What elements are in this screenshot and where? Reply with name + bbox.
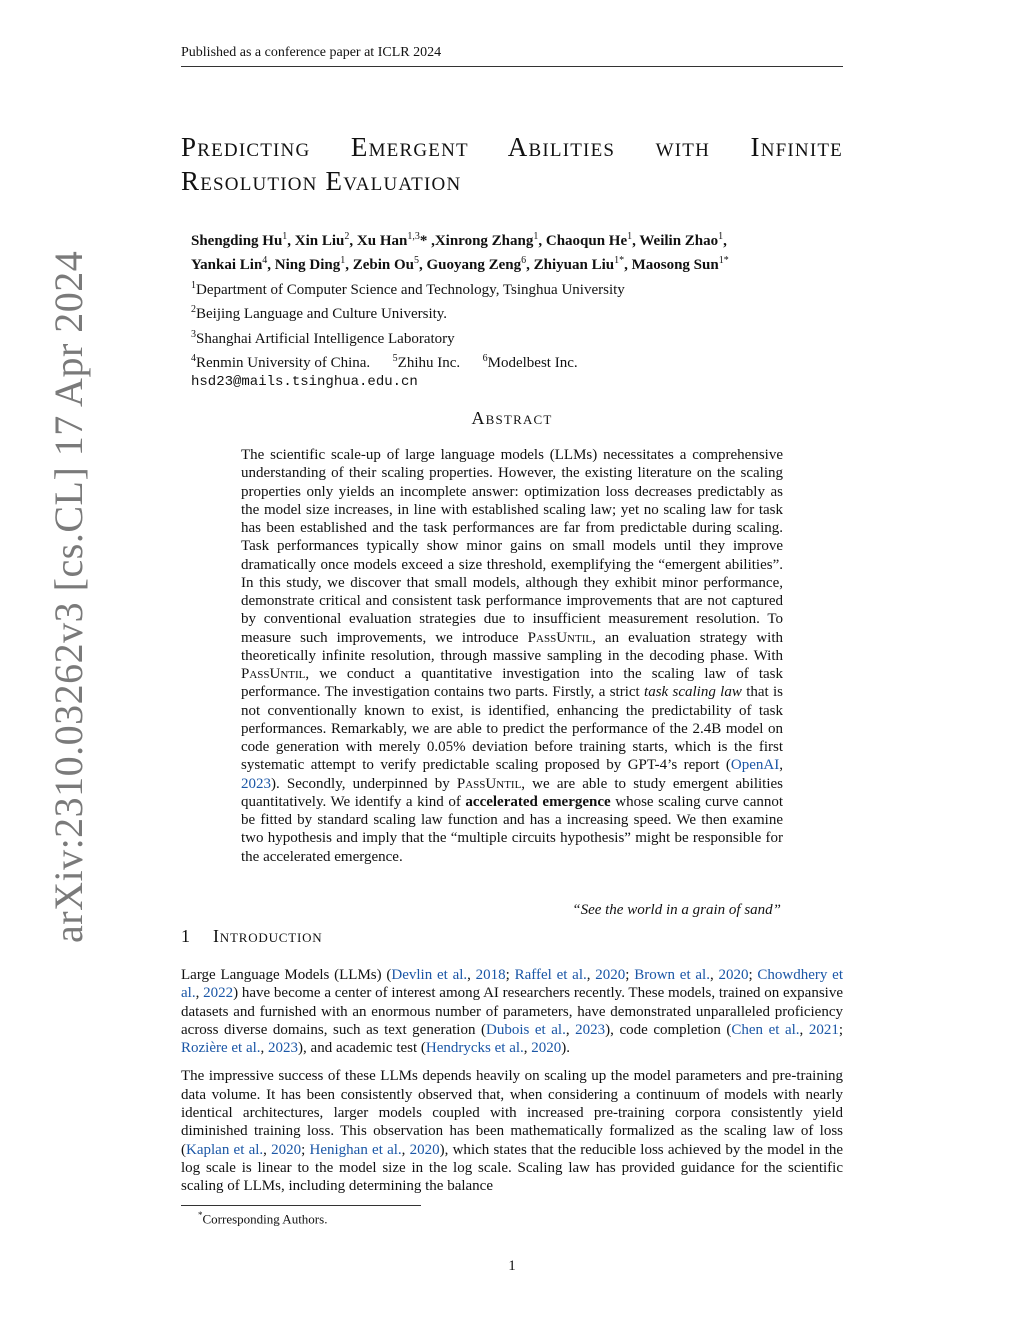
affiliation-marker: 1* — [614, 255, 625, 267]
affiliation — [191, 325, 831, 349]
author-separator: , — [538, 233, 546, 249]
affiliation-number: 2 — [191, 304, 196, 316]
abstract-text: , an evaluation strategy with theoretically infinite resolution, through massive sampling in the decoding phase. With — [241, 629, 784, 664]
citation-link[interactable]: Hendrycks et al. — [425, 1040, 524, 1057]
affiliation-marker: 1,3 — [407, 231, 420, 242]
affiliation-marker: 6 — [521, 255, 527, 267]
author-separator: , — [723, 233, 727, 249]
affiliation-number: 3 — [191, 328, 196, 340]
intro-text: , — [523, 1040, 532, 1057]
author-name: Guoyang Zeng — [426, 257, 522, 274]
intro-text: ; — [748, 967, 758, 983]
affiliation-text: Modelbest Inc. — [487, 355, 578, 372]
epigraph-quote: “See the world in a grain of sand” — [572, 902, 781, 918]
author-separator: , — [349, 233, 357, 249]
accelerated-emergence-term: accelerated emergence — [465, 793, 611, 810]
intro-text: ). — [561, 1040, 571, 1057]
intro-paragraph-2 — [181, 1067, 843, 1195]
intro-text: ), code completion ( — [605, 1021, 732, 1038]
author-line-2 — [191, 251, 831, 275]
affiliation-text: Renmin University of China. — [196, 355, 371, 372]
author-name: Ning Ding — [274, 257, 341, 274]
author-name: Xin Liu — [294, 233, 345, 249]
citation-link[interactable]: Kaplan et al. — [186, 1141, 264, 1158]
citation-link[interactable]: Chen et al. — [731, 1021, 800, 1038]
running-header: Published as a conference paper at ICLR 2024 — [181, 44, 843, 67]
footnote-text: Corresponding Authors. — [202, 1211, 328, 1227]
intro-text: ), and academic test ( — [298, 1040, 426, 1057]
intro-text: , — [586, 967, 596, 983]
intro-text: ; — [625, 967, 635, 983]
author-name: Zebin Ou — [352, 257, 415, 274]
author-line-1 — [191, 227, 831, 251]
intro-text: Large Language Models (LLMs) ( — [181, 967, 392, 983]
intro-text: ; — [505, 967, 515, 983]
section-title: Introduction — [213, 926, 323, 946]
citation-link[interactable]: Raffel et al. — [514, 967, 587, 983]
affiliation-marker: 1 — [282, 231, 288, 242]
footnote-divider — [181, 1205, 421, 1206]
contact-email[interactable]: hsd23@mails.tsinghua.edu.cn — [191, 374, 418, 391]
intro-text: , — [260, 1040, 269, 1057]
citation-link[interactable]: 2020 — [409, 1141, 440, 1158]
citation-link[interactable]: 2023 — [241, 775, 271, 792]
citation-link[interactable]: 2023 — [268, 1040, 299, 1057]
citation-link[interactable]: 2021 — [808, 1021, 839, 1038]
affiliation-number: 5 — [392, 353, 398, 365]
author-separator: , — [287, 233, 295, 249]
intro-text: , — [467, 967, 476, 983]
affiliation-marker: 1 — [340, 255, 346, 267]
author-name: Zhiyuan Liu — [533, 257, 615, 274]
author-separator: * , — [419, 233, 435, 249]
arxiv-margin-stamp: arXiv:2310.03262v3 [cs.CL] 17 Apr 2024 — [46, 250, 91, 943]
author-name: Yankai Lin — [191, 257, 263, 274]
affiliation-marker: 1 — [718, 231, 724, 242]
citation-link[interactable]: Devlin et al. — [391, 967, 468, 983]
abstract-heading: Abstract — [471, 408, 553, 428]
paper-title: Predicting Emergent Abilities with Infinite Resolution Evaluation — [181, 132, 843, 196]
intro-text: , — [709, 967, 719, 983]
citation-link[interactable]: 2020 — [531, 1040, 562, 1057]
citation-link[interactable]: 2020 — [718, 967, 749, 983]
affiliation-text: Zhihu Inc. — [397, 355, 461, 372]
affiliation-marker: 1 — [533, 231, 539, 242]
intro-text: ), which states that the reducible loss achieved by the model in the log scale is linear to the model size in the log scale. Scaling law has provided guidance for the scientific scaling of LLMs, including determining the balance — [181, 1141, 844, 1195]
author-name: Xu Han — [356, 233, 408, 249]
affiliation-text: Beijing Language and Culture University. — [196, 306, 448, 323]
intro-text: , — [195, 985, 204, 1002]
citation-link[interactable]: 2018 — [475, 967, 506, 983]
author-separator: , — [526, 257, 534, 274]
citation-link[interactable]: Brown et al. — [634, 967, 710, 983]
passuntil-term: PassUntil — [527, 629, 593, 646]
abstract-body: The scientific scale-up of large language models (LLMs) necessitates a comprehensive understanding of their scaling properties. However, the existing literature on the scaling properties only yields an incomplete answer: optimization loss decreases predictably as the model size increases, in line with established scaling law; yet no scaling law for task has been established and the task performances are far from predictable during scaling. Task performances typically show minor gains on small models until they improve dramatically once models exceed a size threshold, exemplifying the “emergent abilities”. In this study, we discover that small models, although they exhibit minor performance, demonstrate critical and consistent task performance improvements that are not captured by conventional evaluation strategies due to insufficient measurement resolution. To measure such improvements, we introduce PassUntil, an evaluation strategy with theoretically infinite resolution, through massive sampling in the decoding phase. With PassUntil, we conduct a quantitative investigation into the scaling law of task performance. The investigation contains two parts. Firstly, a strict task scaling law that is not conventionally known to exist, is identified, enhancing the predictability of task performances. Remarkably, we are able to predict the performance of the 2.4B model on code generation with merely 0.05% deviation before training starts, which is the first systematic attempt to verify predictable scaling proposed by GPT-4’s report (OpenAI, 2023). Secondly, underpinned by PassUntil, we are able to study emergent abilities quantitatively. We identify a kind of accelerated emergence whose scaling curve cannot be fitted by standard scaling law function and has a increasing speed. We then examine two hypothesis and imply that the “multiple circuits hypothesis” might be responsible for the accelerated emergence. — [241, 447, 784, 865]
author-name: Maosong Sun — [631, 257, 719, 274]
intro-text: ) have become a center of interest among AI researchers recently. These models, trained on expansive datasets and furnished with an enormous number of parameters, have demonstrated unparalleled proficiency across diverse domains, such as text generation ( — [181, 985, 843, 1038]
author-separator: , — [632, 233, 640, 249]
intro-text: , — [263, 1141, 272, 1158]
affiliation-list — [191, 276, 831, 349]
citation-link[interactable]: Rozière et al. — [181, 1040, 261, 1057]
abstract-text: , we conduct a quantitative investigation into the scaling law of task performance. The investigation contains two parts. Firstly, a strict — [241, 666, 783, 701]
intro-text: The impressive success of these LLMs depends heavily on scaling up the model parameters and pre-training data volume. It has been consistently observed that, when considering a continuum of models with nearly identical architectures, larger models coupled with increased pre-training corpora consistently yield diminished training loss. This observation has been mathematically formalized as the scaling law of loss ( — [181, 1068, 843, 1158]
intro-text: ; — [301, 1141, 310, 1158]
intro-text: , — [799, 1021, 809, 1038]
affiliation-text: Shanghai Artificial Intelligence Laboratory — [196, 330, 455, 347]
affiliation-text: Department of Computer Science and Technology, Tsinghua University — [196, 281, 625, 298]
author-name: Weilin Zhao — [639, 233, 719, 249]
intro-paragraph-1 — [181, 966, 843, 1057]
citation-link[interactable]: 2020 — [595, 967, 626, 983]
affiliation-line-4 — [191, 349, 831, 373]
affiliation-marker: 1* — [718, 255, 729, 267]
affiliation-marker: 1 — [627, 231, 633, 242]
author-separator: , — [419, 257, 427, 274]
author-block — [191, 227, 831, 393]
section-heading-introduction — [181, 926, 581, 947]
intro-text: , — [401, 1141, 410, 1158]
abstract-text: that is not conventionally known to exist, is identified, enhancing the predictability of task performances. Remarkably, we are able to predict the performance of the 2.4B model on code generation with merely 0.05% deviation before training starts, which is the first systematic attempt to verify predictable scaling proposed by GPT-4’s report ( — [241, 684, 784, 774]
citation-link[interactable]: 2023 — [575, 1021, 606, 1038]
page-number: 1 — [508, 1258, 516, 1274]
affiliation-marker: 4 — [262, 255, 268, 267]
citation-link[interactable]: 2022 — [203, 985, 234, 1002]
affiliation-number: 4 — [191, 353, 196, 365]
author-name: Xinrong Zhang — [434, 233, 534, 249]
author-separator: , — [624, 257, 632, 274]
introduction-body — [181, 966, 843, 1206]
author-separator: , — [267, 257, 275, 274]
passuntil-term: PassUntil — [456, 775, 522, 792]
intro-text: , — [565, 1021, 576, 1038]
citation-link[interactable]: 2020 — [271, 1141, 302, 1158]
footnote — [198, 1210, 327, 1227]
abstract-text: ). Secondly, underpinned by — [271, 775, 450, 792]
abstract-text: , we are able to study emergent abilities quantitatively. We identify a kind of — [241, 775, 783, 810]
affiliation-marker: 2 — [344, 231, 350, 242]
affiliation — [191, 276, 831, 300]
section-number: 1 — [181, 926, 191, 946]
citation-link[interactable]: Dubois et al. — [486, 1021, 566, 1038]
abstract-text: The scientific scale-up of large language models (LLMs) necessitates a comprehensive understanding of their scaling properties. However, the existing literature on the scaling properties only yields an incomplete answer: optimization loss decreases predictably as the model size increases, in line with established scaling law; yet no scaling law for task has been established and the task performances are far from predictable during scaling. Task performances typically show minor gains on small models until they improve dramatically once models exceed a size threshold, exemplifying the “emergent abilities”. In this study, we discover that small models, although they exhibit minor performance, demonstrate critical and consistent task performance improvements that are not captured by conventional evaluation strategies due to insufficient measurement resolution. To measure such improvements, we introduce — [241, 447, 783, 646]
footnote-mark: * — [198, 1210, 203, 1220]
passuntil-term: PassUntil — [241, 666, 306, 682]
affiliation — [191, 300, 831, 324]
abstract-text: whose scaling curve cannot be fitted by standard scaling law function and has a increasing speed. We then examine two hypothesis and imply that the “multiple circuits hypothesis” might be responsible for the accelerated emergence. — [241, 793, 784, 865]
citation-link[interactable]: OpenAI — [730, 757, 780, 774]
task-scaling-law-term: task scaling law — [644, 684, 742, 701]
author-name: Shengding Hu — [191, 233, 283, 249]
author-separator: , — [345, 257, 353, 274]
affiliation-number: 1 — [191, 279, 196, 291]
citation-link[interactable]: Henighan et al. — [309, 1141, 402, 1158]
affiliation-marker: 5 — [414, 255, 420, 267]
intro-text: ; — [838, 1021, 844, 1038]
author-name: Chaoqun He — [545, 233, 628, 249]
citation-link[interactable]: Chowdhery et al. — [181, 967, 844, 1002]
affiliation-number: 6 — [482, 353, 488, 365]
